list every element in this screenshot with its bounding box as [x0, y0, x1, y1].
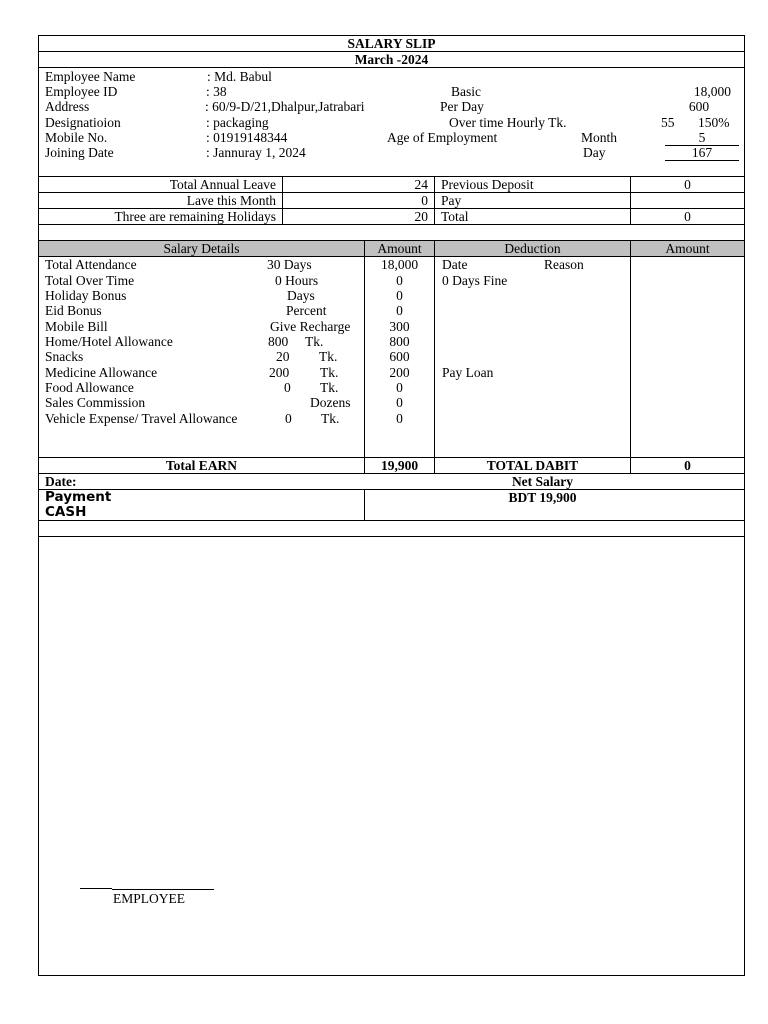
row-label: Mobile Bill [45, 319, 108, 334]
previous-deposit-value: 0 [684, 177, 691, 192]
row-amount: 300 [389, 319, 410, 334]
designation-label: Designatioion [45, 115, 121, 130]
net-salary-label: Net Salary [511, 474, 574, 489]
row-unit: Tk. [321, 411, 340, 426]
amount-header-2: Amount [665, 241, 710, 256]
row-qty: 0 [284, 380, 291, 395]
remaining-holidays-label: Three are remaining Holidays [114, 209, 276, 224]
row-amount: 200 [389, 365, 410, 380]
divider [282, 176, 283, 224]
row-label: Holiday Bonus [45, 288, 127, 303]
row-qty: Days [287, 288, 315, 303]
divider [364, 489, 365, 520]
age-of-employment-label: Age of Employment [387, 130, 498, 145]
row-label: Total Attendance [45, 257, 137, 272]
row-qty: Give Recharge [270, 319, 351, 334]
payment-method: CASH [45, 504, 87, 520]
month-value: 5 [665, 130, 739, 146]
row-label: Food Allowance [45, 380, 134, 395]
annual-leave-value: 24 [414, 177, 428, 192]
joining-date-label: Joining Date [45, 145, 114, 160]
divider [434, 176, 435, 224]
row-amount: 0 [396, 411, 403, 426]
overtime-rate: 55 [661, 115, 675, 130]
joining-date-value: : Jannuray 1, 2024 [206, 145, 306, 160]
divider [39, 536, 744, 537]
deduction-reason-label: Reason [544, 257, 584, 272]
row-amount: 600 [389, 349, 410, 364]
month-label: Month [581, 130, 618, 145]
day-value: 167 [665, 145, 739, 161]
designation-value: : packaging [206, 115, 269, 130]
day-label: Day [583, 145, 606, 160]
total-label: Total [441, 209, 469, 224]
row-unit: Tk. [319, 349, 338, 364]
address-label: Address [45, 99, 90, 114]
total-earn-value: 19,900 [380, 458, 419, 473]
row-amount: 800 [389, 334, 410, 349]
row-qty: 800 [268, 334, 289, 349]
per-day-value: 600 [688, 99, 710, 114]
row-unit: Dozens [310, 395, 351, 410]
row-qty: 0 Hours [275, 273, 319, 288]
employee-name-value: : Md. Babul [207, 69, 272, 84]
row-label: Snacks [45, 349, 84, 364]
basic-value: 18,000 [693, 84, 731, 99]
per-day-label: Per Day [440, 99, 484, 114]
row-qty: Percent [286, 303, 327, 318]
row-label: Total Over Time [45, 273, 135, 288]
row-amount: 18,000 [380, 257, 419, 272]
row-amount: 0 [396, 395, 403, 410]
deduction-header: Deduction [504, 241, 561, 256]
row-label: Medicine Allowance [45, 365, 158, 380]
divider [39, 67, 744, 68]
divider [630, 240, 631, 473]
net-salary-value: BDT 19,900 [508, 490, 577, 505]
leave-this-month-value: 0 [421, 193, 428, 208]
row-label: Eid Bonus [45, 303, 102, 318]
leave-this-month-label: Lave this Month [186, 193, 276, 208]
slip-period: March -2024 [354, 52, 429, 67]
employee-id-value: : 38 [206, 84, 227, 99]
deduction-fine: 0 Days Fine [442, 273, 508, 288]
row-qty: 0 [285, 411, 292, 426]
row-label: Vehicle Expense/ Travel Allowance [45, 411, 238, 426]
total-debit-label: TOTAL DABIT [486, 458, 579, 473]
salary-details-header: Salary Details [163, 241, 240, 256]
divider [39, 224, 744, 225]
overtime-label: Over time Hourly Tk. [449, 115, 567, 130]
employee-name-label: Employee Name [45, 69, 136, 84]
overtime-percent: 150% [698, 115, 730, 130]
row-qty: 30 Days [267, 257, 312, 272]
pay-label: Pay [441, 193, 462, 208]
row-qty: 200 [269, 365, 290, 380]
employee-id-label: Employee ID [45, 84, 118, 99]
row-label: Sales Commission [45, 395, 146, 410]
total-earn-label: Total EARN [165, 458, 238, 473]
signature-line [112, 889, 214, 890]
salary-slip [38, 35, 745, 976]
basic-label: Basic [451, 84, 481, 99]
mobile-label: Mobile No. [45, 130, 108, 145]
row-unit: Tk. [320, 380, 339, 395]
row-amount: 0 [396, 303, 403, 318]
divider [434, 240, 435, 473]
deduction-pay-loan: Pay Loan [442, 365, 494, 380]
divider [39, 520, 744, 521]
signature-line [80, 888, 112, 889]
amount-header: Amount [377, 241, 422, 256]
previous-deposit-label: Previous Deposit [441, 177, 534, 192]
row-amount: 0 [396, 288, 403, 303]
total-debit-value: 0 [684, 458, 691, 473]
annual-leave-label: Total Annual Leave [169, 177, 276, 192]
row-amount: 0 [396, 273, 403, 288]
row-unit: Tk. [320, 365, 339, 380]
row-label: Home/Hotel Allowance [45, 334, 173, 349]
mobile-value: : 01919148344 [206, 130, 288, 145]
row-qty: 20 [276, 349, 290, 364]
payment-label: Payment [45, 489, 112, 505]
slip-title: SALARY SLIP [347, 36, 436, 51]
address-value: : 60/9-D/21,Dhalpur,Jatrabari [205, 99, 365, 114]
remaining-holidays-value: 20 [414, 209, 428, 224]
row-amount: 0 [396, 380, 403, 395]
date-label: Date: [45, 474, 77, 489]
employee-signature-label: EMPLOYEE [113, 891, 185, 906]
deduction-date-label: Date [442, 257, 468, 272]
total-value: 0 [684, 209, 691, 224]
row-unit: Tk. [305, 334, 324, 349]
